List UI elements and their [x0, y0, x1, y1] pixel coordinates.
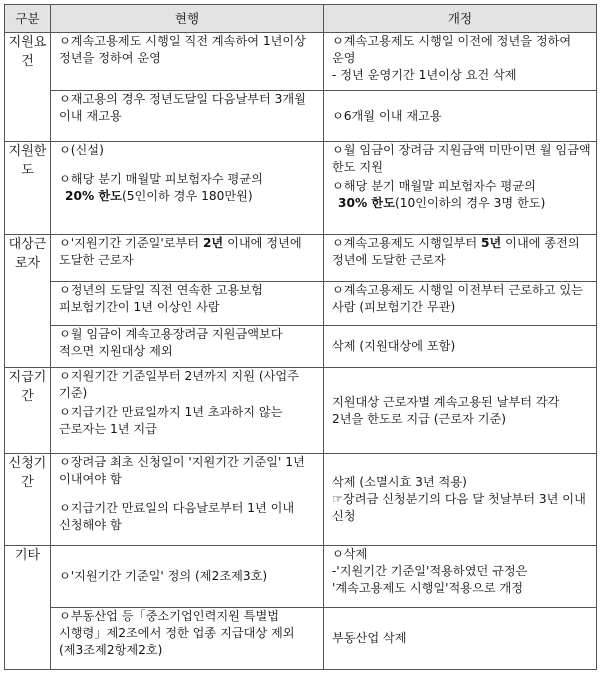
table-row: [5, 91, 597, 142]
list-item: [51, 188, 323, 205]
list-item: 부동산업 삭제: [332, 631, 407, 645]
revised-cell: [324, 368, 597, 454]
list-item: ㅇ정년의 도달일 직전 연속한 고용보험 피보험기간이 1년 이상인 사람: [59, 283, 263, 314]
current-cell: [51, 142, 324, 235]
list-item: ㅇ부동산업 등「중소기업인력지원 특별법 시행령」제2조에서 정한 업종 지급대상 제외 (제3조제2항제2호): [59, 609, 295, 657]
current-cell: [51, 282, 324, 326]
list-item: [51, 171, 323, 188]
table-row: [5, 235, 597, 282]
section-category: 지원한도: [5, 142, 51, 235]
item-text: ㅇ해당 분기 매월말 피보험자수 평균의: [332, 179, 536, 193]
header-row: [5, 5, 597, 33]
table-row: [5, 282, 597, 326]
item-text: ㅇ'지원기간 기준일'로부터: [59, 236, 203, 250]
item-emphasis: 30% 한도: [338, 196, 395, 210]
current-cell: [51, 33, 324, 91]
header-revised: 개정: [324, 5, 597, 33]
current-cell: [51, 546, 324, 608]
section-category: 대상근로자: [5, 235, 51, 368]
list-item: -'지원기간 기준일'적용하였던 규정은 '계속고용제도 시행일'적용으로 개정: [332, 564, 528, 595]
section-category: 지급기간: [5, 368, 51, 454]
comparison-table: [4, 4, 597, 670]
current-cell: [51, 608, 324, 670]
item-emphasis: 2년: [202, 236, 224, 250]
revised-cell: [324, 282, 597, 326]
list-item: ☞장려금 신청분기의 다음 달 첫날부터 3년 이내 신청: [332, 492, 586, 523]
section-category: 기타: [5, 546, 51, 670]
revised-cell: [324, 546, 597, 608]
revised-cell: [324, 142, 597, 235]
section-category: 신청기간: [5, 454, 51, 546]
list-item: ㅇ계속고용제도 시행일 이전에 정년을 정하여 운영: [332, 34, 572, 65]
list-item: [324, 178, 596, 195]
revised-cell: [324, 454, 597, 546]
list-item: ㅇ장려금 최초 신청일이 '지원기간 기준일' 1년 이내여야 함: [59, 455, 305, 486]
revised-cell: [324, 91, 597, 142]
revised-cell: [324, 235, 597, 282]
item-text: (5인이하 경우 180만원): [121, 189, 253, 203]
list-item: 지원대상 근로자별 계속고용된 날부터 각각 2년을 한도로 지급 (근로자 기준): [332, 394, 560, 426]
current-cell: [51, 368, 324, 454]
list-item: ㅇ계속고용제도 시행일 직전 계속하여 1년이상 정년을 정하여 운영: [59, 34, 306, 65]
item-emphasis: 5년: [481, 236, 502, 250]
list-item: ㅇ지급기간 만료일까지 1년 초과하지 않는 근로자는 1년 지급: [59, 405, 283, 436]
list-item: 삭제 (소멸시효 3년 적용): [332, 475, 467, 489]
list-item: [324, 195, 596, 212]
list-item: [324, 235, 596, 269]
list-item: ㅇ삭제: [332, 547, 368, 561]
table-row: [5, 326, 597, 368]
item-text: ㅇ계속고용제도 시행일부터: [332, 236, 482, 250]
list-item: ㅇ계속고용제도 시행일 이전부터 근로하고 있는 사람 (피보험기간 무관): [332, 283, 583, 314]
item-text: ㅇ해당 분기 매월말 피보험자수 평균의: [59, 172, 263, 186]
revised-cell: [324, 608, 597, 670]
list-item: ㅇ지원기간 기준일부터 2년까지 지원 (사업주 기준): [59, 369, 299, 400]
table-row: [5, 454, 597, 546]
item-emphasis: 20% 한도: [65, 189, 122, 203]
current-cell: [51, 91, 324, 142]
table-row: [5, 368, 597, 454]
list-item: ㅇ(신설): [59, 143, 104, 157]
item-text: (10인이하의 경우 3명 한도): [394, 196, 546, 210]
table-row: [5, 546, 597, 608]
list-item: ㅇ지급기간 만료일의 다음날로부터 1년 이내 신청해야 함: [59, 501, 295, 532]
current-cell: [51, 326, 324, 368]
list-item: [51, 235, 323, 269]
list-item: [51, 159, 323, 171]
section-category: 지원요건: [5, 33, 51, 142]
revised-cell: [324, 33, 597, 91]
list-item: - 정년 운영기간 1년이상 요건 삭제: [332, 68, 517, 82]
item-text: 이내에 종전의 정년에 도달한 근로자: [332, 236, 580, 267]
current-cell: [51, 235, 324, 282]
table-row: [5, 608, 597, 670]
table-row: [5, 33, 597, 91]
table-row: [5, 142, 597, 235]
list-item: ㅇ월 임금이 장려금 지원금액 미만이면 월 임금액 한도 지원: [332, 143, 591, 174]
revised-cell: [324, 326, 597, 368]
list-item: ㅇ'지원기간 기준일' 정의 (제2조제3호): [59, 569, 268, 583]
list-item: ㅇ월 임금이 계속고용장려금 지원금액보다 적으면 지원대상 제외: [59, 327, 283, 358]
header-current: 현행: [51, 5, 324, 33]
item-text: 이내에 정년에 도달한 근로자: [59, 236, 302, 267]
list-item: ㅇ6개월 이내 재고용: [332, 108, 442, 123]
current-cell: [51, 454, 324, 546]
header-category: 구분: [5, 5, 51, 33]
list-item: ㅇ재고용의 경우 정년도달일 다음날부터 3개월 이내 재고용: [59, 92, 306, 123]
list-item: 삭제 (지원대상에 포함): [332, 339, 456, 353]
